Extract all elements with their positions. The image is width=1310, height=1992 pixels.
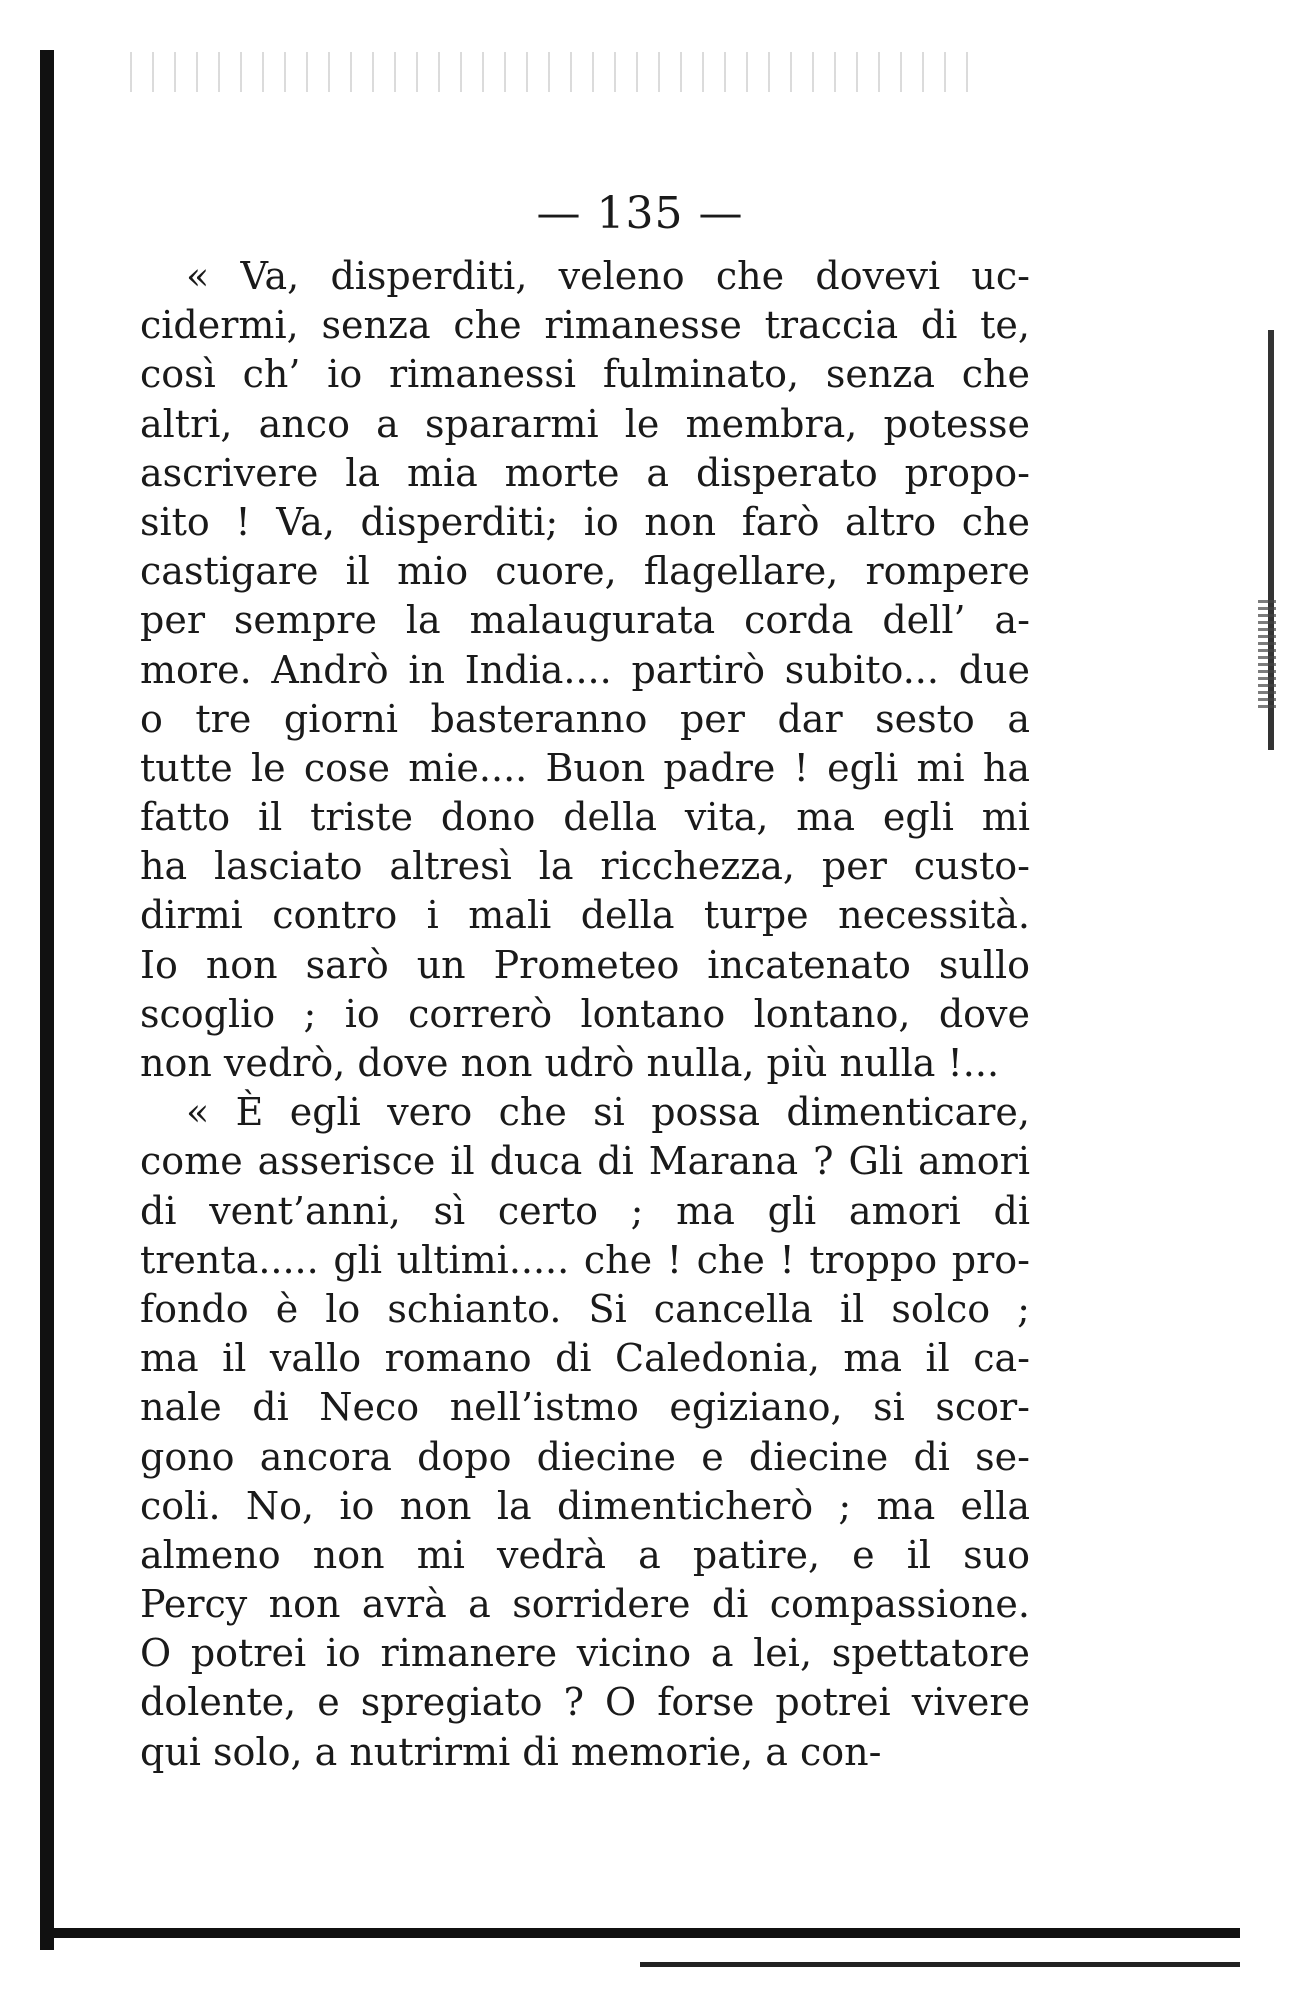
page-number: — 135 — (536, 188, 744, 239)
scan-mark-right-dots (1258, 600, 1276, 710)
text-line: nale di Neco nell’istmo egiziano, si scor- (140, 1385, 1030, 1430)
text-line: fatto il triste dono della vita, ma egli mi (140, 795, 1030, 840)
body-text (140, 252, 1030, 1777)
text-line: sito ! Va, disperditi; io non farò altro che (140, 499, 1030, 544)
text-line: coli. No, io non la dimenticherò ; ma ella (140, 1483, 1030, 1528)
page-edge-left (40, 50, 54, 1950)
text-line: ha lasciato altresì la ricchezza, per custo- (140, 844, 1030, 889)
text-line: « Va, disperditi, veleno che dovevi uc- (186, 254, 1030, 298)
text-line: Percy non avrà a sorridere di compassione. (140, 1582, 1030, 1627)
text-line: Io non sarò un Prometeo incatenato sullo (140, 942, 1030, 987)
text-line: altri, anco a spararmi le membra, potesse (140, 401, 1030, 446)
text-line: ma il vallo romano di Caledonia, ma il ca- (140, 1336, 1030, 1381)
text-line: cidermi, senza che rimanesse traccia di te, (140, 303, 1030, 348)
text-line: dirmi contro i mali della turpe necessità. (140, 893, 1030, 938)
text-line: come asserisce il duca di Marana ? Gli amori (140, 1139, 1030, 1184)
text-line: ascrivere la mia morte a disperato propo- (140, 450, 1030, 495)
text-line: castigare il mio cuore, flagellare, rompere (140, 549, 1030, 594)
text-line: qui solo, a nutrirmi di memorie, a con- (140, 1729, 882, 1774)
page-edge-bottom-secondary (640, 1962, 1240, 1967)
text-line: di vent’anni, sì certo ; ma gli amori di (140, 1188, 1030, 1233)
text-line: così ch’ io rimanessi fulminato, senza che (140, 352, 1030, 397)
text-line: almeno non mi vedrà a patire, e il suo (140, 1532, 1030, 1577)
page-edge-bottom (40, 1928, 1240, 1938)
text-line: gono ancora dopo diecine e diecine di se- (140, 1434, 1030, 1479)
text-line: dolente, e spregiato ? O forse potrei vivere (140, 1680, 1030, 1725)
text-line: fondo è lo schianto. Si cancella il solco ; (140, 1286, 1030, 1331)
text-line: o tre giorni basteranno per dar sesto a (140, 696, 1030, 741)
text-line: more. Andrò in India.... partirò subito... due (140, 647, 1030, 692)
text-line: tutte le cose mie.... Buon padre ! egli mi ha (140, 745, 1030, 790)
text-line: scoglio ; io correrò lontano lontano, dove (140, 991, 1030, 1036)
text-line: « È egli vero che si possa dimenticare, (186, 1090, 1030, 1135)
scan-noise (130, 52, 970, 92)
text-line: non vedrò, dove non udrò nulla, più nulla !... (140, 1041, 1000, 1085)
text-line: O potrei io rimanere vicino a lei, spettatore (140, 1631, 1030, 1676)
text-line: trenta..... gli ultimi..... che ! che ! troppo pro- (140, 1237, 1030, 1282)
text-line: per sempre la malaugurata corda dell’ a- (140, 598, 1030, 643)
